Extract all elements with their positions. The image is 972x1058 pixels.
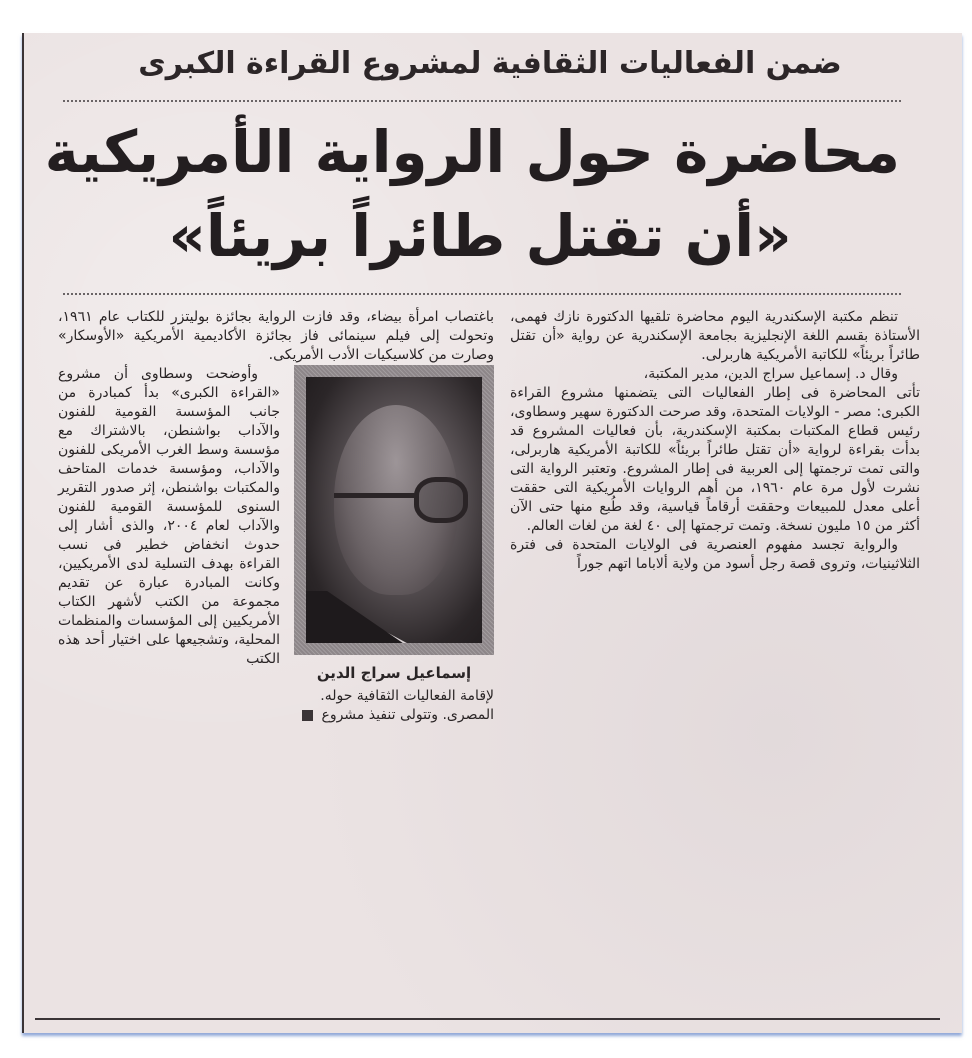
paragraph-quote-lead: وقال د. إسماعيل سراج الدين، مدير المكتبة،	[643, 366, 898, 382]
portrait-photo	[306, 377, 482, 643]
photo-suit-shape	[306, 591, 482, 643]
paragraph-awards: باغتصاب امرأة بيضاء، وقد فازت الرواية بجائزة بوليتزر للكتاب عام ١٩٦١، وتحولت إلى فيلم سينمائى فاز بجائزة الأكاديمية الأمريكية «الأوسكار» وصارت من كلاسيكيات الأدب الأمريكى.	[58, 309, 494, 363]
photo-glasses-arm	[334, 493, 418, 498]
article-column-left-tail	[58, 687, 494, 725]
tail-line-2	[58, 706, 494, 725]
headline-line-1: محاضرة حول الرواية الأمريكية	[44, 118, 900, 186]
paragraph-intro: تنظم مكتبة الإسكندرية اليوم محاضرة تلقيها الدكتورة نازك فهمى، الأستاذة بقسم اللغة الإنجليزية بجامعة الإسكندرية عن رواية «أن تقتل طائراً بريئاً» للكاتبة الأمريكية هاربرلى.	[510, 309, 920, 363]
headline-line-2: «أن تقتل طائراً بريئاً»	[168, 202, 792, 270]
paragraph-big-read-origin: وأوضحت وسطاوى أن مشروع «القراءة الكبرى» بدأ كمبادرة من جانب المؤسسة القومية للفنون والآداب بواشنطن، بالاشتراك مع مؤسسة وسط الغرب الأمريكى للفنون والآداب، ومؤسسة خدمات المتاحف والمكتبات بواشنطن، إثر صدور التقرير السنوى للمؤسسة القومية للفنون والآداب لعام ٢٠٠٤، والذى أشار إلى حدوث انخفاض خطير فى نسب القراءة بهدف التسلية لدى الأمريكيين، وكانت المبادرة عبارة عن تقديم مجموعة من الكتب لأشهر الكتاب الأمريكيين إلى المؤسسات والمنظمات المحلية، وتشجيعها على اختيار أحد هذه الكتب	[58, 366, 281, 667]
photo-glasses-shape	[414, 477, 468, 523]
left-column-text	[58, 365, 280, 669]
portrait-block	[294, 365, 494, 683]
end-mark-icon	[302, 710, 313, 721]
paragraph-project-details: تأتى المحاضرة فى إطار الفعاليات التى يتضمنها مشروع القراءة الكبرى: مصر - الولايات المتحدة، وقد صرحت الدكتورة سهير وسطاوى، رئيس قطاع المكتبات بمكتبة الإسكندرية، بأن فعاليات المشروع قد بدأت بقراءة لرواية «أن تقتل طائراً بريئاً» للكاتبة الأمريكية هاربرلى، والتى تمت ترجمتها إلى العربية فى إطار المشروع. وتعتبر الرواية التى نشرت لأول مرة عام ١٩٦٠، من أهم الروايات الأمريكية التى حققت أعلى معدل للمبيعات وحققت أرقاماً قياسية، وقد طُبع منها حتى الآن أكثر من ١٥ مليون نسخة. وتمت ترجمتها إلى ٤٠ لغة من لغات العالم.	[510, 385, 920, 534]
kicker-title: ضمن الفعاليات الثقافية لمشروع القراءة الكبرى	[138, 46, 842, 81]
left-column-body-row	[58, 365, 494, 683]
photo-caption: إسماعيل سراج الدين	[316, 664, 472, 682]
article-column-left	[58, 308, 494, 1008]
divider-top	[63, 100, 901, 102]
article-column-right	[510, 308, 920, 1008]
divider-bottom	[35, 1018, 940, 1020]
portrait-photo-frame	[294, 365, 494, 655]
paragraph-racism-theme: والرواية تجسد مفهوم العنصرية فى الولايات المتحدة فى فترة الثلاثينيات، وتروى قصة رجل أسود من ولاية ألاباما اتهم جوراً	[510, 537, 920, 572]
tail-line-2-text: المصرى. وتتولى تنفيذ مشروع	[321, 707, 494, 723]
tail-line-1: لإقامة الفعاليات الثقافية حوله.	[320, 688, 494, 704]
divider-headline	[63, 293, 901, 295]
